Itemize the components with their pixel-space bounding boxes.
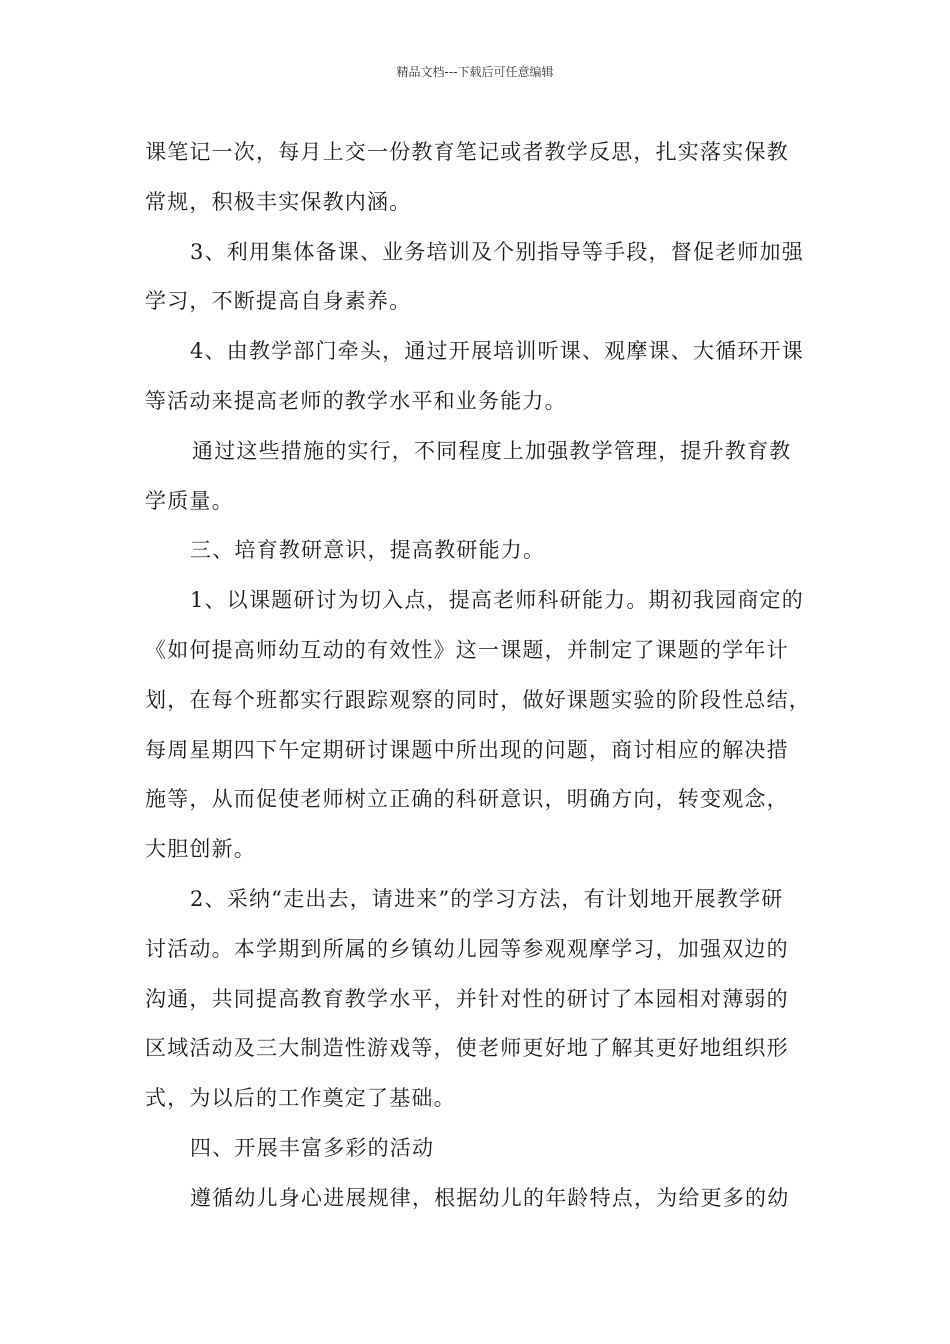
summary-paragraph: 通过这些措施的实行，不同程度上加强教学管理，提升教育教 xyxy=(192,438,792,463)
text-line: 常规，积极丰实保教内涵。 xyxy=(145,189,412,214)
paragraph-item-3: 3、利用集体备课、业务培训及个别指导等手段，督促老师加强 xyxy=(190,239,804,264)
text-line: 式，为以后的工作奠定了基础。 xyxy=(145,1086,456,1111)
text-line: 等活动来提高老师的教学水平和业务能力。 xyxy=(145,388,567,413)
text-line: 讨活动。本学期到所属的乡镇幼儿园等参观观摩学习，加强双边的 xyxy=(145,936,789,961)
page-header: 精品文档---下载后可任意编辑 xyxy=(396,65,554,79)
text-line: 遵循幼儿身心进展规律，根据幼儿的年龄特点，为给更多的幼 xyxy=(190,1185,790,1210)
paragraph-item-2: 2、采纳“走出去，请进来”的学习方法，有计划地开展教学研 xyxy=(190,886,784,911)
text-line: 学习，不断提高自身素养。 xyxy=(145,289,412,314)
text-line: 学质量。 xyxy=(145,488,234,513)
section-heading-4: 四、开展丰富多彩的活动 xyxy=(190,1135,435,1160)
text-line: 课笔记一次，每月上交一份教育笔记或者教学反思，扎实落实保教 xyxy=(145,140,789,164)
section-heading-3: 三、培育教研意识，提高教研能力。 xyxy=(190,538,546,563)
document-body xyxy=(145,128,825,1224)
text-line: 划，在每个班都实行跟踪观察的同时，做好课题实验的阶段性总结， xyxy=(145,687,811,712)
text-line: 《如何提高师幼互动的有效性》这一课题，并制定了课题的学年计 xyxy=(145,637,789,662)
text-line: 沟通，共同提高教育教学水平，并针对性的研讨了本园相对薄弱的 xyxy=(145,986,789,1011)
paragraph-item-1: 1、以课题研讨为切入点，提高老师科研能力。期初我园商定的 xyxy=(190,588,804,613)
text-line: 施等，从而促使老师树立正确的科研意识，明确方向，转变观念， xyxy=(145,787,789,812)
text-line: 每周星期四下午定期研讨课题中所出现的问题，商讨相应的解决措 xyxy=(145,737,789,762)
paragraph-item-4: 4、由教学部门牵头，通过开展培训听课、观摩课、大循环开课 xyxy=(190,339,804,364)
text-line: 区域活动及三大制造性游戏等，使老师更好地了解其更好地组织形 xyxy=(145,1036,789,1061)
text-line: 大胆创新。 xyxy=(145,837,256,862)
